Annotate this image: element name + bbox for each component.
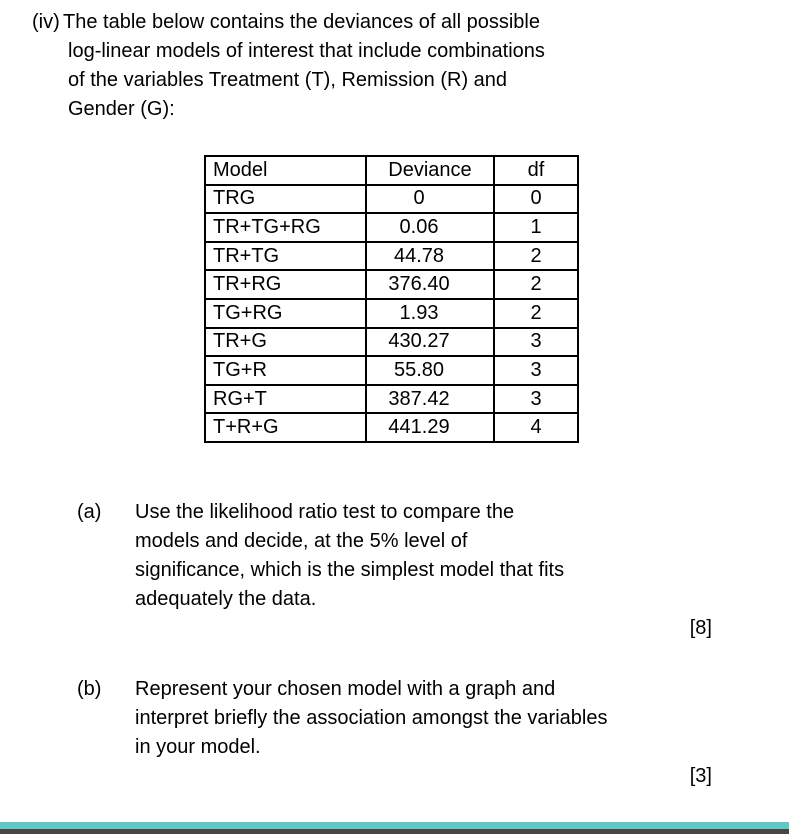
table-header-row [205, 156, 578, 185]
table-row [205, 328, 578, 357]
table-row [205, 413, 578, 442]
part-a-line: models and decide, at the 5% level of [135, 530, 468, 552]
part-b-marks: [3] [689, 765, 712, 787]
model-cell: TG+R [205, 356, 366, 385]
part-b-line: Represent your chosen model with a graph and [135, 678, 556, 700]
df-cell: 1 [494, 213, 578, 242]
model-cell: TR+TG+RG [205, 213, 366, 242]
model-cell: T+R+G [205, 413, 366, 442]
deviance-cell: 55.80 [366, 356, 494, 385]
deviance-cell: 430.27 [366, 328, 494, 357]
intro-line: of the variables Treatment (T), Remission (R) and [68, 69, 508, 91]
part-a-label: (a) [77, 501, 102, 523]
df-cell: 2 [494, 242, 578, 271]
deviance-cell: 387.42 [366, 385, 494, 414]
table-row [205, 242, 578, 271]
table-row [205, 385, 578, 414]
deviance-cell: 1.93 [366, 299, 494, 328]
part-b-line: in your model. [135, 736, 261, 758]
df-cell: 3 [494, 356, 578, 385]
deviance-cell: 0.06 [366, 213, 494, 242]
model-cell: TR+TG [205, 242, 366, 271]
deviance-cell: 376.40 [366, 270, 494, 299]
df-cell: 2 [494, 270, 578, 299]
table-row [205, 270, 578, 299]
intro-line [32, 8, 545, 37]
df-cell: 3 [494, 328, 578, 357]
model-cell: RG+T [205, 385, 366, 414]
column-header-model: Model [205, 156, 366, 185]
deviance-cell: 44.78 [366, 242, 494, 271]
df-cell: 2 [494, 299, 578, 328]
question-number: (iv) [32, 11, 60, 33]
table-row [205, 213, 578, 242]
question-intro [32, 8, 545, 124]
deviance-cell: 441.29 [366, 413, 494, 442]
part-a-text [135, 498, 564, 614]
part-a-marks: [8] [689, 617, 712, 639]
footer-bottom-bar [0, 829, 789, 834]
df-cell: 4 [494, 413, 578, 442]
part-b-text [135, 675, 607, 762]
model-cell: TRG [205, 185, 366, 214]
column-header-deviance: Deviance [366, 156, 494, 185]
part-a-line: significance, which is the simplest model that fits [135, 559, 565, 581]
intro-text: The table below contains the deviances of all possible [63, 11, 540, 33]
part-b-label: (b) [77, 678, 102, 700]
deviance-cell: 0 [366, 185, 494, 214]
footer-accent-bar [0, 822, 789, 829]
table-row [205, 299, 578, 328]
column-header-df: df [494, 156, 578, 185]
model-cell: TG+RG [205, 299, 366, 328]
model-cell: TR+RG [205, 270, 366, 299]
deviance-table [204, 155, 579, 443]
part-b-line: interpret briefly the association amongst the variables [135, 707, 608, 729]
part-a-line: Use the likelihood ratio test to compare the [135, 501, 515, 523]
df-cell: 0 [494, 185, 578, 214]
intro-line: log-linear models of interest that include combinations [68, 40, 545, 62]
part-a-line: adequately the data. [135, 588, 317, 610]
df-cell: 3 [494, 385, 578, 414]
table-row [205, 356, 578, 385]
model-cell: TR+G [205, 328, 366, 357]
table-row [205, 185, 578, 214]
intro-line: Gender (G): [68, 98, 175, 120]
